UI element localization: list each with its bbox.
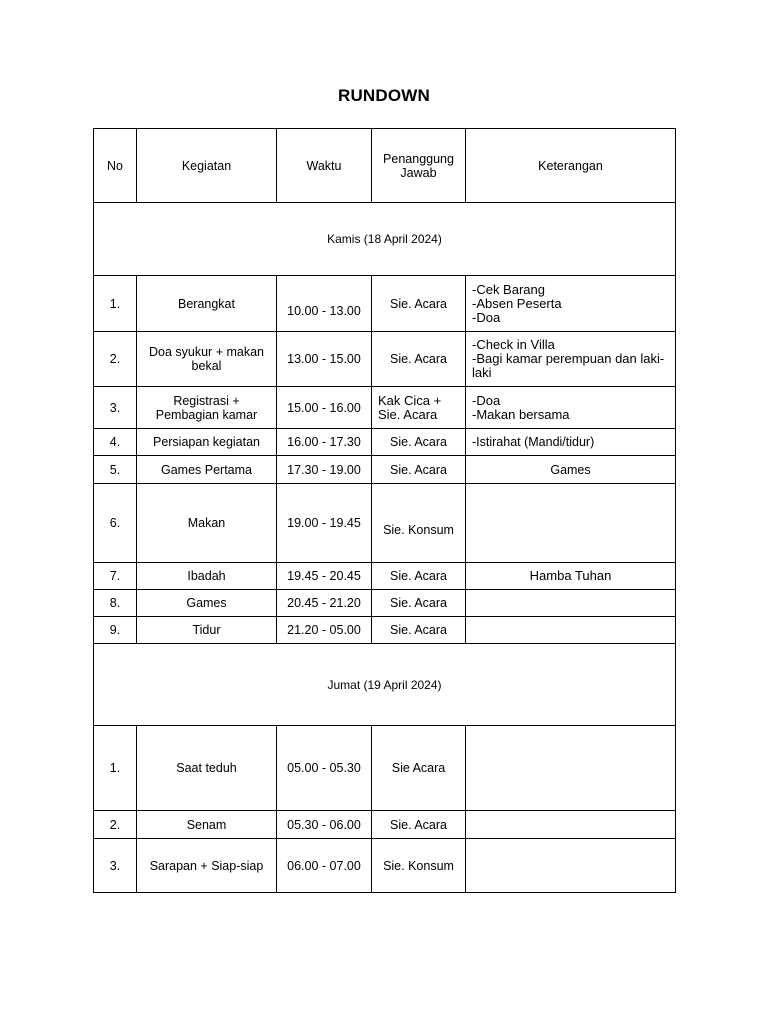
day-row-jumat [94, 644, 676, 726]
table-row [94, 276, 676, 332]
row-no: 1. [94, 726, 137, 811]
row-pj: Kak Cica + Sie. Acara [372, 387, 466, 429]
row-kegiatan: Persiapan kegiatan [137, 429, 277, 456]
row-kegiatan: Berangkat [137, 276, 277, 332]
row-keterangan [466, 590, 676, 617]
row-waktu: 10.00 - 13.00 [277, 276, 372, 332]
row-keterangan: -Check in Villa -Bagi kamar perempuan dan laki-laki [466, 332, 676, 387]
row-no: 9. [94, 617, 137, 644]
row-waktu: 06.00 - 07.00 [277, 839, 372, 893]
day-row-kamis [94, 203, 676, 276]
row-keterangan [466, 811, 676, 839]
table-row [94, 429, 676, 456]
row-pj: Sie. Acara [372, 429, 466, 456]
table-header-row [94, 129, 676, 203]
header-no: No [94, 129, 137, 203]
row-kegiatan: Sarapan + Siap-siap [137, 839, 277, 893]
row-waktu: 19.45 - 20.45 [277, 563, 372, 590]
table-row [94, 617, 676, 644]
table-row [94, 590, 676, 617]
row-keterangan [466, 484, 676, 563]
table-row [94, 726, 676, 811]
row-waktu: 21.20 - 05.00 [277, 617, 372, 644]
row-no: 1. [94, 276, 137, 332]
table-row [94, 563, 676, 590]
row-kegiatan: Senam [137, 811, 277, 839]
row-kegiatan: Registrasi + Pembagian kamar [137, 387, 277, 429]
row-kegiatan: Makan [137, 484, 277, 563]
row-no: 7. [94, 563, 137, 590]
row-keterangan: -Istirahat (Mandi/tidur) [466, 429, 676, 456]
row-no: 4. [94, 429, 137, 456]
row-waktu: 19.00 - 19.45 [277, 484, 372, 563]
header-waktu: Waktu [277, 129, 372, 203]
row-pj: Sie. Acara [372, 590, 466, 617]
row-no: 3. [94, 387, 137, 429]
row-pj: Sie. Acara [372, 332, 466, 387]
row-waktu: 05.30 - 06.00 [277, 811, 372, 839]
row-waktu: 20.45 - 21.20 [277, 590, 372, 617]
row-keterangan [466, 839, 676, 893]
row-keterangan: Hamba Tuhan [466, 563, 676, 590]
table-row [94, 387, 676, 429]
header-keterangan: Keterangan [466, 129, 676, 203]
table-row [94, 456, 676, 484]
table-row [94, 811, 676, 839]
table-row [94, 839, 676, 893]
page-title: RUNDOWN [337, 86, 431, 105]
row-pj: Sie Acara [372, 726, 466, 811]
row-keterangan: -Cek Barang -Absen Peserta -Doa [466, 276, 676, 332]
row-pj: Sie. Acara [372, 617, 466, 644]
header-kegiatan: Kegiatan [137, 129, 277, 203]
row-waktu: 15.00 - 16.00 [277, 387, 372, 429]
row-waktu: 13.00 - 15.00 [277, 332, 372, 387]
rundown-table [93, 128, 676, 893]
row-keterangan: -Doa -Makan bersama [466, 387, 676, 429]
table-row [94, 332, 676, 387]
row-pj: Sie. Konsum [372, 839, 466, 893]
row-pj: Sie. Acara [372, 811, 466, 839]
row-pj: Sie. Konsum [372, 484, 466, 563]
row-waktu: 16.00 - 17.30 [277, 429, 372, 456]
row-kegiatan: Ibadah [137, 563, 277, 590]
table-row [94, 484, 676, 563]
row-pj: Sie. Acara [372, 563, 466, 590]
row-no: 2. [94, 811, 137, 839]
row-keterangan: Games [466, 456, 676, 484]
row-waktu: 17.30 - 19.00 [277, 456, 372, 484]
row-no: 3. [94, 839, 137, 893]
row-waktu: 05.00 - 05.30 [277, 726, 372, 811]
row-pj: Sie. Acara [372, 456, 466, 484]
row-keterangan [466, 617, 676, 644]
row-kegiatan: Saat teduh [137, 726, 277, 811]
row-kegiatan: Doa syukur + makan bekal [137, 332, 277, 387]
row-no: 2. [94, 332, 137, 387]
row-kegiatan: Games [137, 590, 277, 617]
header-pj-label: Penanggung Jawab [383, 151, 454, 180]
row-kegiatan: Tidur [137, 617, 277, 644]
row-no: 8. [94, 590, 137, 617]
header-penanggung-jawab [372, 129, 466, 203]
day-label: Jumat (19 April 2024) [94, 644, 676, 726]
day-label: Kamis (18 April 2024) [94, 203, 676, 276]
row-kegiatan: Games Pertama [137, 456, 277, 484]
row-keterangan [466, 726, 676, 811]
row-no: 5. [94, 456, 137, 484]
row-pj: Sie. Acara [372, 276, 466, 332]
row-no: 6. [94, 484, 137, 563]
